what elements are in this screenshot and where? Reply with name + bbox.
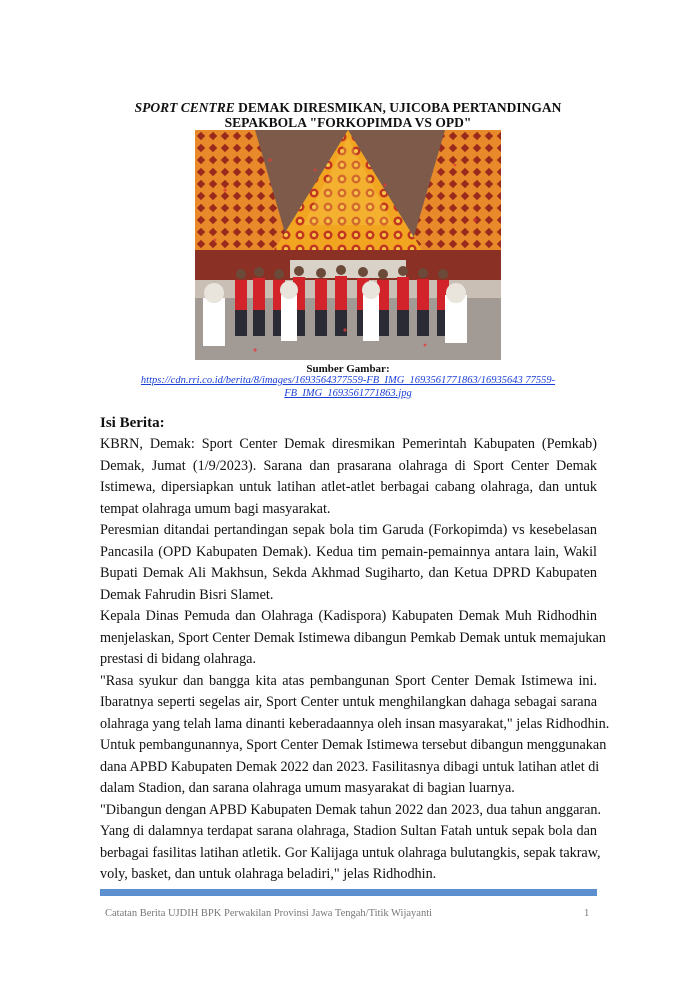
body-line: Demak, Jumat (1/9/2023). Sarana dan prasarana olahraga di Sport Center Demak [100,457,597,474]
body-line: Demak Fahrudin Bisri Slamet. [100,586,274,603]
body-line: "Dibangun dengan APBD Kabupaten Demak tahun 2022 dan 2023, dua tahun anggaran. [100,801,602,818]
title-line-1 [90,100,606,115]
body-line: Kepala Dinas Pemuda dan Olahraga (Kadispora) Kabupaten Demak Muh Ridhodhin [100,608,597,624]
body-line: Ibaratnya seperti segelas air, Sport Center untuk menghilangkan dahaga sebagai sarana [100,694,597,710]
section-heading: Isi Berita: [100,415,165,431]
body-line: Untuk pembangunannya, Sport Center Demak Istimewa tersebut dibangun menggunakan [100,737,607,753]
body-line: berbagai fasilitas latihan atletik. Gor Kalijaga untuk olahraga bulutangkis, sepak takraw, [100,844,601,861]
article-title [90,100,606,130]
footer-divider [100,889,597,896]
image-source-link[interactable] [110,375,586,400]
title-line-2: SEPAKBOLA "FORKOPIMDA VS OPD" [224,115,472,130]
body-line: olahraga yang telah lama dinanti keberadaannya oleh insan masyarakat," jelas Ridhodhin. [100,715,610,732]
body-line: dalam Stadion, dan sarana olahraga umum masyarakat di bagian luarnya. [100,780,515,796]
body-line: KBRN, Demak: Sport Center Demak diresmikan Pemerintah Kabupaten (Pemkab) [100,436,597,452]
title-line-1-rest: DEMAK DIRESMIKAN, UJICOBA PERTANDINGAN [234,100,562,115]
body-line: Peresmian ditandai pertandingan sepak bola tim Garuda (Forkopimda) vs kesebelasan [100,522,597,538]
article-photo [195,130,501,360]
page-number: 1 [584,908,590,919]
body-line: Pancasila (OPD Kabupaten Demak). Kedua tim pemain-pemainnya antara lain, Wakil [100,543,597,560]
footer-text: Catatan Berita UJDIH BPK Perwakilan Provinsi Jawa Tengah/Titik Wijayanti [105,908,433,919]
body-line: tempat olahraga umum bagi masyarakat. [100,500,331,517]
image-source-link-line-2[interactable]: FB_IMG_1693561771863.jpg [284,387,412,399]
body-line: "Rasa syukur dan bangga kita atas pembangunan Sport Center Demak Istimewa ini. [100,672,597,689]
body-line: Istimewa, dipersiapkan untuk latihan atlet-atlet berbagai cabang olahraga, dan untuk [100,479,597,495]
body-line: Bupati Demak Ali Makhsun, Sekda Akhmad Sugiharto, dan Ketua DPRD Kabupaten [100,565,597,581]
body-line: voly, basket, dan untuk olahraga beladiri," jelas Ridhodhin. [100,866,437,882]
body-line: menjelaskan, Sport Center Demak Istimewa dibangun Pemkab Demak untuk memajukan [100,629,606,646]
image-caption-label: Sumber Gambar: [306,363,390,375]
sport-centre-inauguration-photo [195,130,501,360]
image-source-link-line-1[interactable]: https://cdn.rri.co.id/berita/8/images/1693564377559-FB_IMG_1693561771863/16935643 77559- [140,375,556,386]
article-body [100,434,610,886]
body-line: prestasi di bidang olahraga. [100,651,257,667]
title-italic-part: SPORT CENTRE [134,100,235,115]
body-line: Yang di dalamnya terdapat sarana olahraga, Stadion Sultan Fatah untuk sepak bola dan [100,823,597,839]
body-line: dana APBD Kabupaten Demak 2022 dan 2023. Fasilitasnya dibagi untuk latihan atlet di [100,758,600,775]
